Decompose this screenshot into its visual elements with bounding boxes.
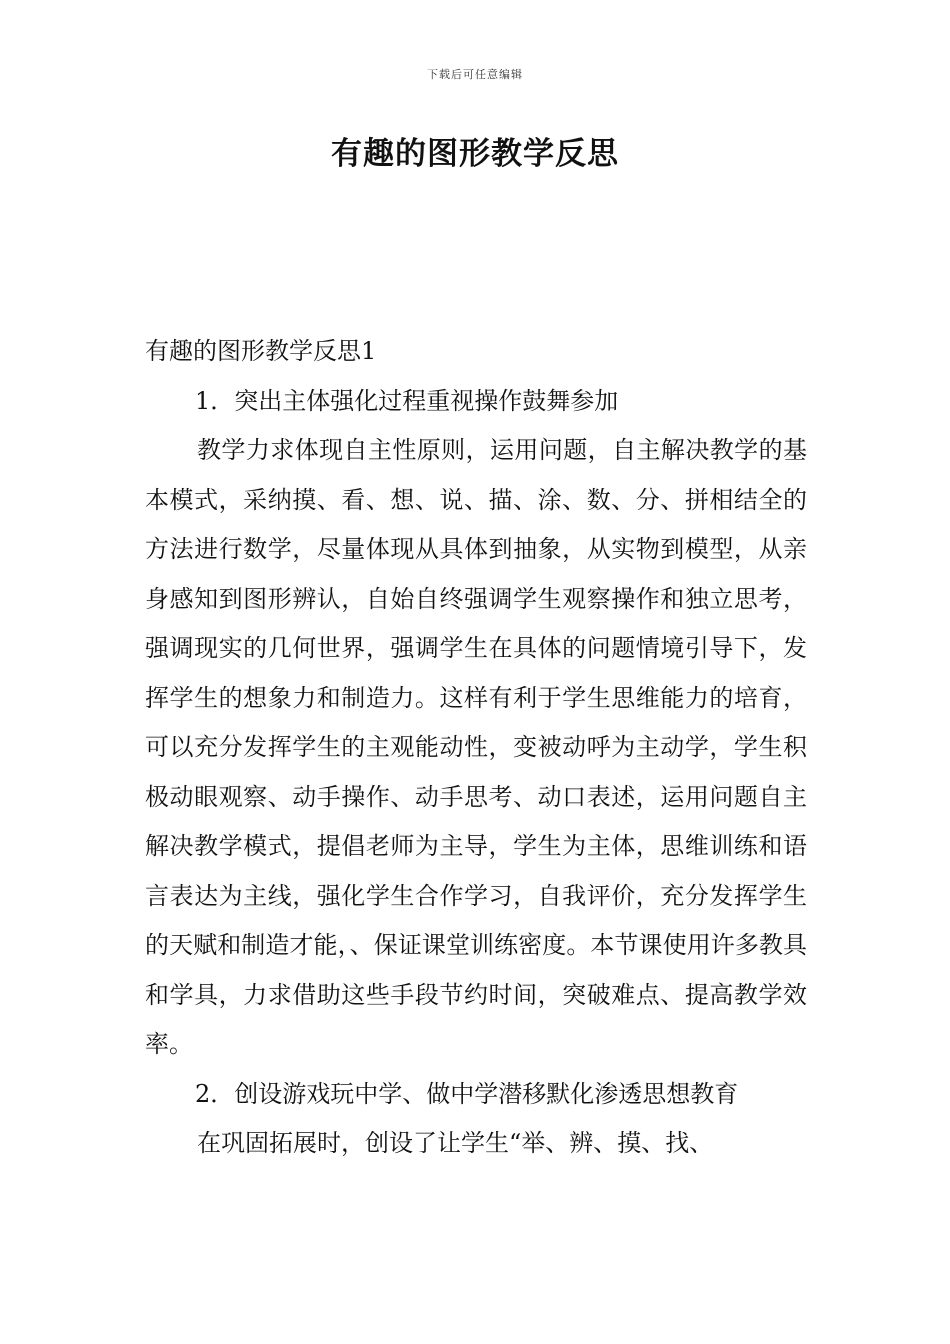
- document-title: 有趣的图形教学反思: [331, 136, 619, 172]
- item1-heading: 1．突出主体强化过程重视操作鼓舞参加: [195, 386, 619, 415]
- header-note: 下载后可任意编辑: [427, 68, 523, 81]
- item2-paragraph: 在巩固拓展时，创设了让学生“举、辨、摸、找、: [197, 1129, 714, 1157]
- document-body: [145, 327, 807, 1169]
- section-title: 有趣的图形教学反思1: [145, 337, 377, 365]
- item2-heading: 2．创设游戏玩中学、做中学潜移默化渗透思想教育: [195, 1079, 739, 1108]
- item1-paragraph: 教学力求体现自主性原则，运用问题，自主解决教学的基本模式，采纳摸、看、想、说、描、涂、数、分、拼相结全的方法进行数学，尽量体现从具体到抽象，从实物到模型，从亲身感知到图形辨认，自始自终强调学生观察操作和独立思考，强调现实的几何世界，强调学生在具体的问题情境引导下，发挥学生的想象力和制造力。这样有利于学生思维能力的培育，可以充分发挥学生的主观能动性，变被动呼为主动学，学生积极动眼观察、动手操作、动手思考、动口表述，运用问题自主解决教学模式，提倡老师为主导，学生为主体，思维训练和语言表达为主线，强化学生合作学习，自我评价，充分发挥学生的天赋和制造才能，、保证课堂训练密度。本节课使用许多教具和学具，力求借助这些手段节约时间，突破难点、提高教学效率。: [145, 436, 807, 1058]
